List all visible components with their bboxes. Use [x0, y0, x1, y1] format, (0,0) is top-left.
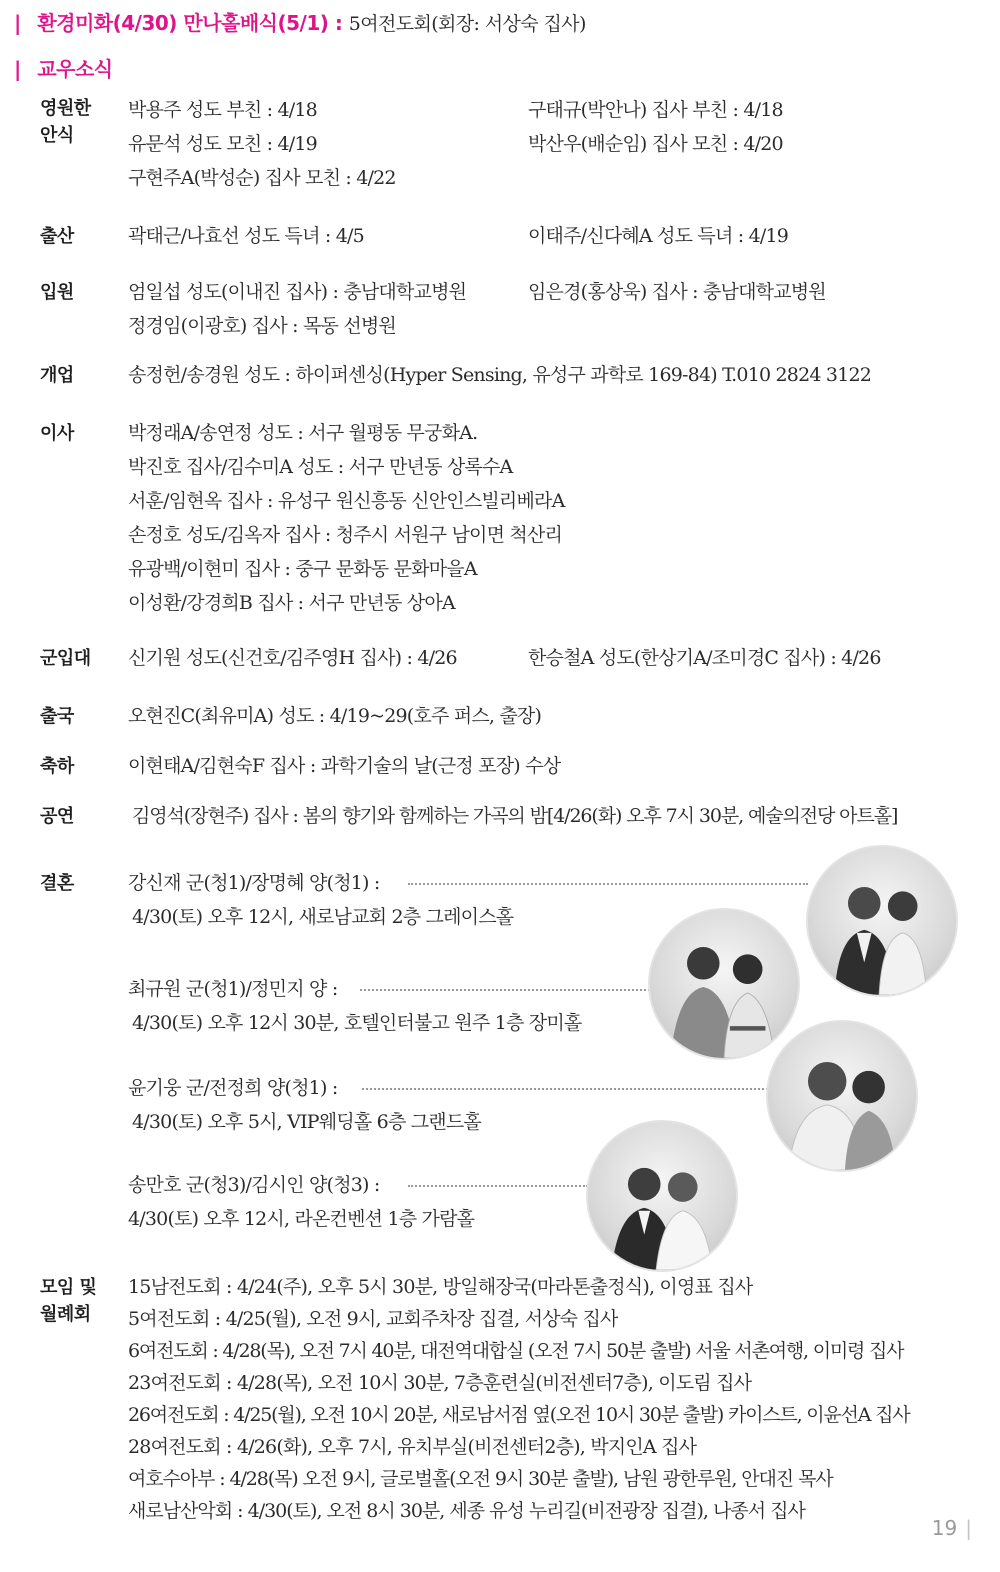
- hospital-entry: 임은경(홍상욱) 집사 : 충남대학교병원: [528, 281, 826, 303]
- label-memorial: [40, 95, 120, 149]
- birth-entry: 이태주/신다혜A 성도 득녀 : 4/19: [528, 225, 789, 247]
- label-wedding: 결혼: [40, 873, 74, 894]
- couple-silhouette-icon: [650, 910, 798, 1058]
- page-number-value: 19: [931, 1516, 958, 1540]
- label-line: 모임 및: [40, 1277, 97, 1298]
- moving-entry: 서훈/임현옥 집사 : 유성구 원신흥동 신안인스빌리베라A: [128, 490, 565, 512]
- memorial-entry: 박용주 성도 부친 : 4/18: [128, 99, 317, 121]
- label-birth: 출산: [40, 226, 74, 247]
- label-moving: 이사: [40, 423, 74, 444]
- page-number: [932, 1516, 972, 1540]
- moving-entry: 박정래A/송연정 성도 : 서구 월평동 무궁화A.: [128, 422, 478, 444]
- military-entry: 한승철A 성도(한상기A/조미경C 집사) : 4/26: [528, 647, 881, 669]
- label-line: 안식: [40, 125, 74, 146]
- leader-dots: [362, 1088, 768, 1090]
- memorial-entry: 박산우(배순임) 집사 모친 : 4/20: [528, 133, 783, 155]
- label-hospital: 입원: [40, 282, 74, 303]
- meeting-entry: 26여전도회 : 4/25(월), 오전 10시 20분, 새로남서점 옆(오전 10시 30분 출발) 카이스트, 이윤선A 집사: [128, 1404, 910, 1426]
- performance-entry: 김영석(장현주) 집사 : 봄의 향기와 함께하는 가곡의 밤[4/26(화) 오후 7시 30분, 예술의전당 아트홀]: [132, 805, 898, 827]
- meeting-entry: 15남전도회 : 4/24(주), 오후 5시 30분, 방일해장국(마라톤출정식), 이영표 집사: [128, 1276, 753, 1298]
- section-bar: |: [14, 57, 22, 81]
- label-opening: 개업: [40, 365, 74, 386]
- moving-entry: 유광백/이현미 집사 : 중구 문화동 문화마을A: [128, 558, 477, 580]
- notice-detail: 5여전도회(회장: 서상숙 집사): [348, 13, 586, 35]
- moving-entry: 이성환/강경희B 집사 : 서구 만년동 상아A: [128, 592, 455, 614]
- birth-entry: 곽태근/나효선 성도 득녀 : 4/5: [128, 225, 364, 247]
- couple-silhouette-icon: [768, 1022, 916, 1170]
- wedding-photo: [766, 1020, 918, 1172]
- meeting-entry: 28여전도회 : 4/26(화), 오후 7시, 유치부실(비전센터2층), 박지인A 집사: [128, 1436, 697, 1458]
- military-entry: 신기원 성도(신건호/김주영H 집사) : 4/26: [128, 647, 457, 669]
- wedding-photo: [648, 908, 800, 1060]
- memorial-entry: 유문석 성도 모친 : 4/19: [128, 133, 317, 155]
- meeting-entry: 5여전도회 : 4/25(월), 오전 9시, 교회주차장 집결, 서상숙 집사: [128, 1308, 618, 1330]
- label-military: 군입대: [40, 648, 91, 669]
- wedding-couple: 최규원 군(청1)/정민지 양 :: [128, 978, 338, 1000]
- top-notice-line: [14, 8, 974, 39]
- wedding-detail: 4/30(토) 오후 12시 30분, 호텔인터불고 원주 1층 장미홀: [132, 1012, 582, 1034]
- label-line: 월례회: [40, 1304, 91, 1325]
- page-number-separator: |: [965, 1516, 972, 1540]
- congrats-entry: 이현태A/김현숙F 집사 : 과학기술의 날(근정 포장) 수상: [128, 755, 561, 777]
- wedding-detail: 4/30(토) 오후 5시, VIP웨딩홀 6층 그랜드홀: [132, 1111, 481, 1133]
- label-meetings: [40, 1274, 120, 1328]
- wedding-couple: 송만호 군(청3)/김시인 양(청3) :: [128, 1174, 380, 1196]
- hospital-entry: 엄일섭 성도(이내진 집사) : 충남대학교병원: [128, 281, 467, 303]
- meeting-entry: 6여전도회 : 4/28(목), 오전 7시 40분, 대전역대합실 (오전 7시 50분 출발) 서울 서촌여행, 이미령 집사: [128, 1340, 904, 1362]
- opening-entry: 송정헌/송경원 성도 : 하이퍼센싱(Hyper Sensing, 유성구 과학로 169-84) T.010 2824 3122: [128, 364, 872, 386]
- section-heading: [14, 54, 113, 84]
- moving-entry: 박진호 집사/김수미A 성도 : 서구 만년동 상록수A: [128, 456, 513, 478]
- wedding-couple: 강신재 군(청1)/장명혜 양(청1) :: [128, 872, 380, 894]
- memorial-entry: 구현주A(박성순) 집사 모친 : 4/22: [128, 167, 396, 189]
- leader-dots: [408, 1185, 588, 1187]
- section-bar: |: [14, 11, 22, 35]
- leader-dots: [408, 883, 808, 885]
- couple-silhouette-icon: [808, 847, 956, 995]
- meeting-entry: 새로남산악회 : 4/30(토), 오전 8시 30분, 세종 유성 누리길(비전광장 집결), 나종서 집사: [128, 1500, 805, 1522]
- memorial-entry: 구태규(박안나) 집사 부친 : 4/18: [528, 99, 783, 121]
- leader-dots: [360, 989, 650, 991]
- label-performance: 공연: [40, 806, 74, 827]
- wedding-detail: 4/30(토) 오후 12시, 새로남교회 2층 그레이스홀: [132, 906, 514, 928]
- section-title: 교우소식: [37, 57, 113, 81]
- departure-entry: 오현진C(최유미A) 성도 : 4/19~29(호주 퍼스, 출장): [128, 705, 542, 727]
- couple-silhouette-icon: [588, 1122, 736, 1270]
- wedding-couple: 윤기웅 군/전정희 양(청1) :: [128, 1077, 338, 1099]
- wedding-photo: [806, 845, 958, 997]
- meeting-entry: 23여전도회 : 4/28(목), 오전 10시 30분, 7층훈련실(비전센터7층), 이도림 집사: [128, 1372, 752, 1394]
- label-departure: 출국: [40, 706, 74, 727]
- meeting-entry: 여호수아부 : 4/28(목) 오전 9시, 글로벌홀(오전 9시 30분 출발), 남원 광한루원, 안대진 목사: [128, 1468, 833, 1490]
- wedding-detail: 4/30(토) 오후 12시, 라온컨벤션 1층 가람홀: [128, 1208, 475, 1230]
- hospital-entry: 정경임(이광호) 집사 : 목동 선병원: [128, 315, 396, 337]
- label-congrats: 축하: [40, 756, 74, 777]
- wedding-photo: [586, 1120, 738, 1272]
- moving-entry: 손정호 성도/김옥자 집사 : 청주시 서원구 남이면 척산리: [128, 524, 563, 546]
- label-line: 영원한: [40, 98, 91, 119]
- notice-title: 환경미화(4/30) 만나홀배식(5/1) :: [37, 11, 343, 35]
